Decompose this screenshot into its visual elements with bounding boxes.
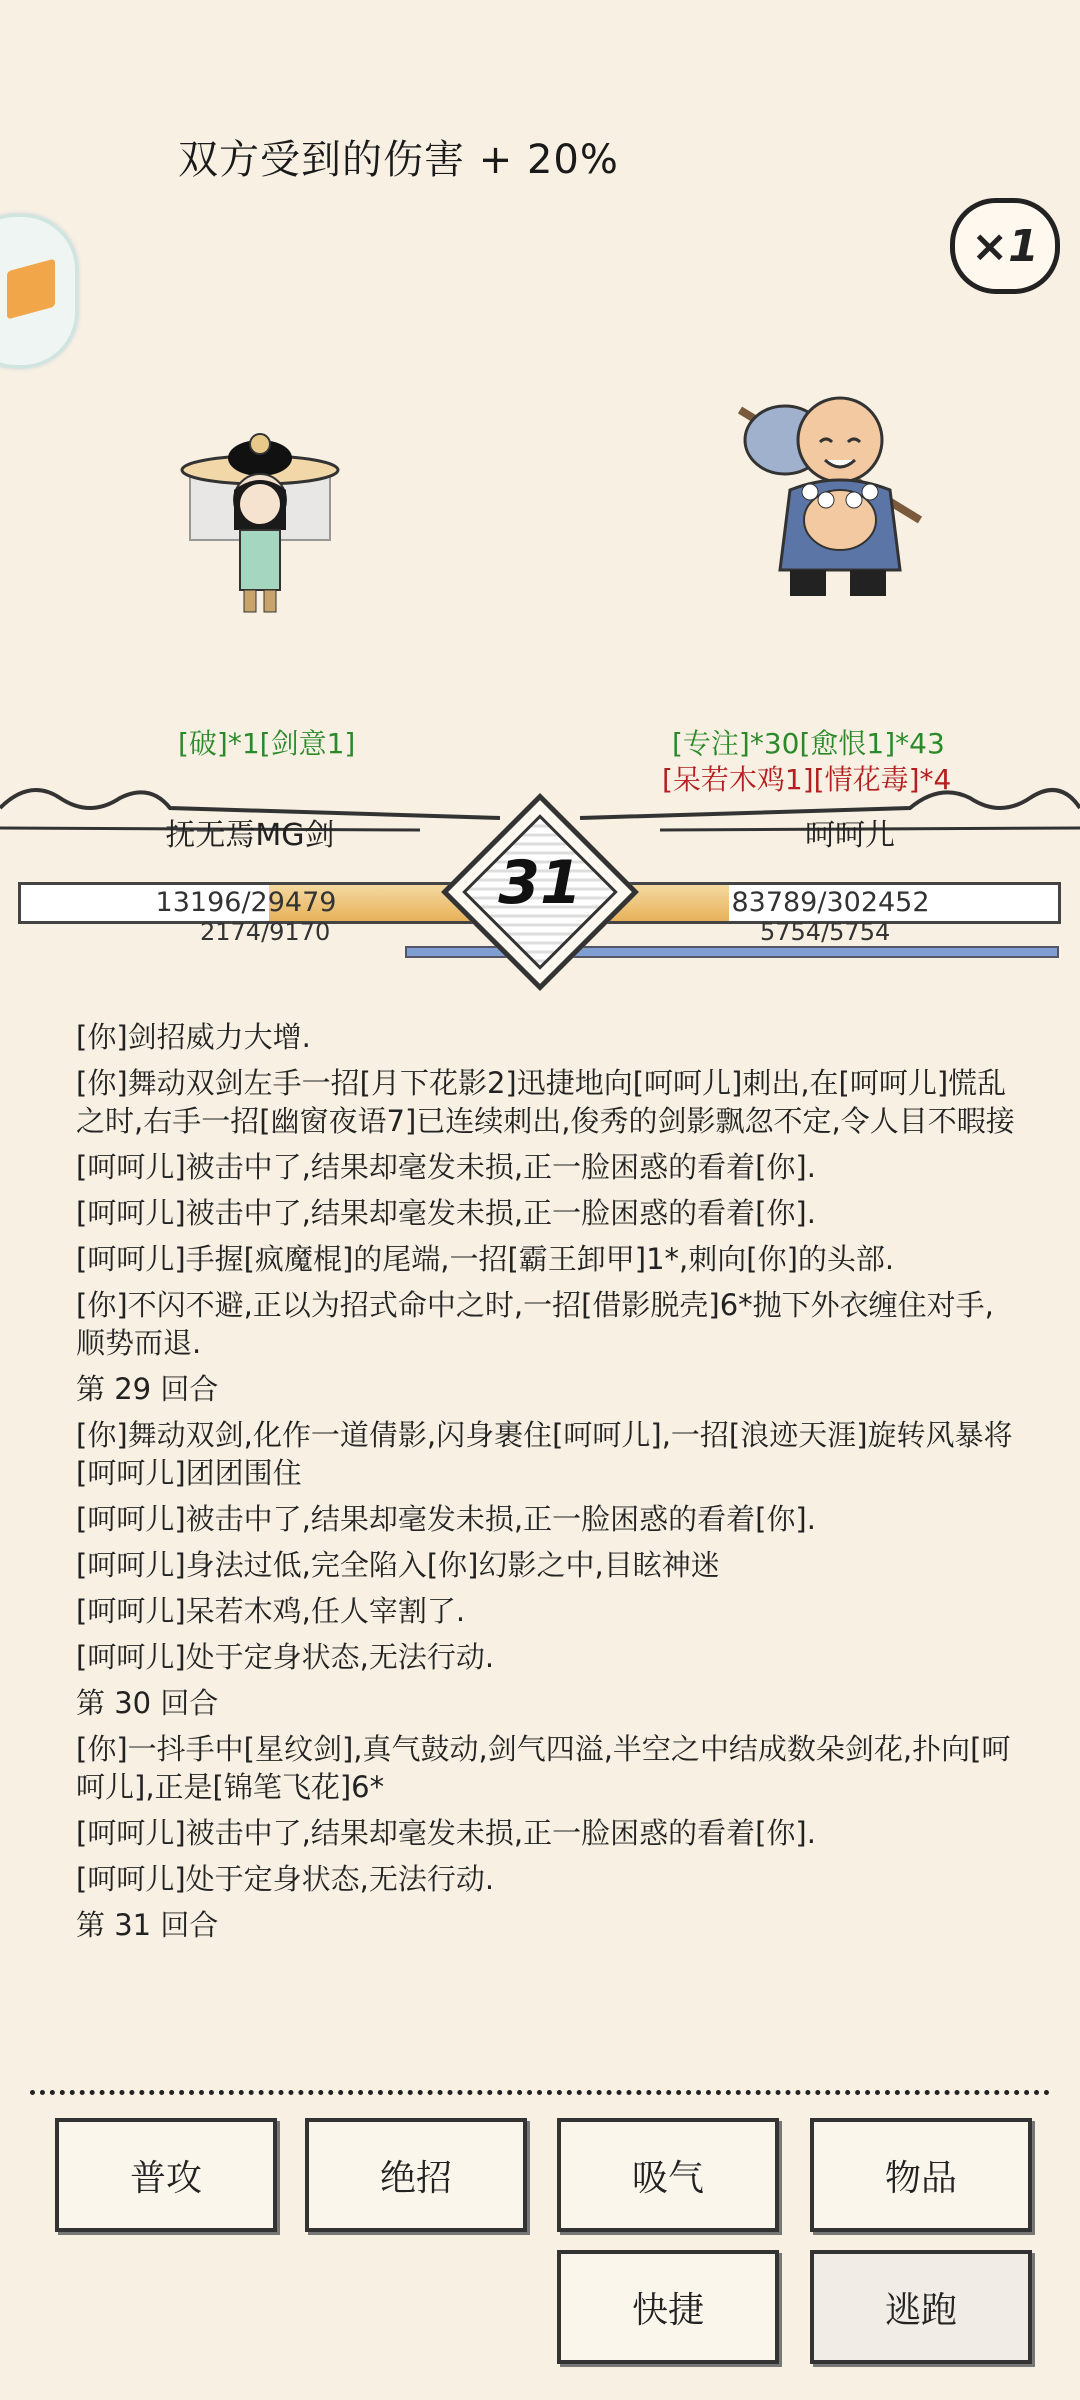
log-line: [呵呵儿]被击中了,结果却毫发未损,正一脸困惑的看着[你]. (76, 1196, 816, 1230)
enemy-hp-text: 83789/302452 (731, 887, 930, 918)
log-line: [呵呵儿]处于定身状态,无法行动. (76, 1862, 495, 1896)
app-launcher-icon (7, 259, 55, 320)
player-name: 抚无焉MG剑 (165, 818, 335, 853)
enemy-character[interactable] (730, 380, 930, 610)
round-marker: 第 29 回合 (76, 1372, 219, 1406)
ultimate-skill-button[interactable]: 绝招 (305, 2118, 527, 2232)
round-marker: 第 31 回合 (76, 1908, 219, 1942)
log-line: [你]不闪不避,正以为招式命中之时,一招[借影脱壳]6*抛下外衣缠住对手,顺势而退. (76, 1288, 994, 1360)
log-line: [呵呵儿]处于定身状态,无法行动. (76, 1640, 495, 1674)
log-line: [你]舞动双剑,化作一道倩影,闪身裹住[呵呵儿],一招[浪迹天涯]旋转风暴将[呵呵儿]团团围住 (76, 1418, 1013, 1490)
round-marker: 第 30 回合 (76, 1686, 219, 1720)
enemy-name: 呵呵儿 (805, 818, 895, 853)
speed-toggle-button[interactable]: ×1 (950, 198, 1060, 294)
damage-modifier-text: 双方受到的伤害 + 20% (178, 137, 619, 183)
enemy-debuffs: [呆若木鸡1][情花毒]*4 (662, 763, 952, 796)
log-line: [呵呵儿]被击中了,结果却毫发未损,正一脸困惑的看着[你]. (76, 1816, 816, 1850)
player-character[interactable] (180, 420, 340, 620)
breathe-button[interactable]: 吸气 (557, 2118, 779, 2232)
log-line: [你]剑招威力大增. (76, 1020, 311, 1054)
log-line: [你]舞动双剑左手一招[月下花影2]迅捷地向[呵呵儿]刺出,在[呵呵儿]慌乱之时,右手一招[幽窗夜语7]已连续刺出,俊秀的剑影飘忽不定,令人目不暇接 (76, 1066, 1015, 1138)
player-mp-text: 2174/9170 (200, 918, 331, 946)
log-line: [呵呵儿]身法过低,完全陷入[你]幻影之中,目眩神迷 (76, 1548, 720, 1582)
items-button[interactable]: 物品 (810, 2118, 1032, 2232)
quick-actions-button[interactable]: 快捷 (557, 2250, 779, 2364)
flee-button[interactable]: 逃跑 (810, 2250, 1032, 2364)
log-line: [你]一抖手中[星纹剑],真气鼓动,剑气四溢,半空之中结成数朵剑花,扑向[呵呵儿],正是[锦笔飞花]6* (76, 1732, 1011, 1804)
log-line: [呵呵儿]被击中了,结果却毫发未损,正一脸困惑的看着[你]. (76, 1502, 816, 1536)
floating-app-icon[interactable] (0, 214, 78, 368)
battle-log (76, 1018, 1016, 1952)
round-number: 31 (498, 848, 582, 918)
log-line: [呵呵儿]被击中了,结果却毫发未损,正一脸困惑的看着[你]. (76, 1150, 816, 1184)
log-line: [呵呵儿]呆若木鸡,任人宰割了. (76, 1594, 466, 1628)
attack-button[interactable]: 普攻 (55, 2118, 277, 2232)
player-status-effects: [破]*1[剑意1] (178, 727, 356, 760)
enemy-buffs: [专注]*30[愈恨1]*43 (672, 727, 945, 760)
player-hp-text: 13196/29479 (155, 887, 337, 918)
log-line: [呵呵儿]手握[疯魔棍]的尾端,一招[霸王卸甲]1*,刺向[你]的头部. (76, 1242, 895, 1276)
enemy-mp-text: 5754/5754 (760, 918, 891, 946)
action-divider (30, 2090, 1050, 2095)
